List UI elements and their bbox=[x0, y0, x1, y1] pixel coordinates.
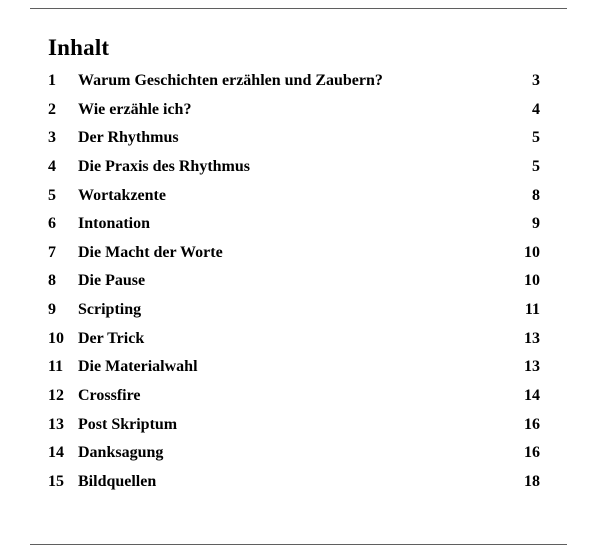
entry-number: 9 bbox=[48, 301, 56, 319]
entry-number: 14 bbox=[48, 444, 64, 462]
toc-entry bbox=[48, 244, 540, 273]
entry-title: Der Trick bbox=[78, 329, 145, 347]
toc-list bbox=[48, 72, 540, 502]
toc-entry bbox=[48, 301, 540, 330]
entry-page: 3 bbox=[532, 72, 540, 89]
entry-title: Die Praxis des Rhythmus bbox=[78, 157, 251, 175]
entry-title: Bildquellen bbox=[78, 472, 157, 490]
toc-entry bbox=[48, 358, 540, 387]
entry-title: Scripting bbox=[78, 301, 142, 319]
entry-number: 5 bbox=[48, 186, 56, 204]
entry-page: 5 bbox=[532, 157, 540, 175]
entry-page: 4 bbox=[532, 100, 540, 118]
entry-title: Wortakzente bbox=[78, 186, 166, 204]
toc-entry bbox=[48, 129, 540, 158]
toc-entry bbox=[48, 158, 540, 187]
entry-page: 13 bbox=[524, 329, 540, 347]
entry-number: 2 bbox=[48, 100, 56, 118]
entry-number: 4 bbox=[48, 157, 56, 175]
entry-title: Der Rhythmus bbox=[78, 129, 179, 147]
entry-title: Die Pause bbox=[78, 272, 146, 290]
toc-entry bbox=[48, 72, 540, 101]
entry-number: 12 bbox=[48, 387, 64, 405]
entry-title: Die Macht der Worte bbox=[78, 243, 223, 261]
entry-page: 14 bbox=[524, 387, 540, 405]
entry-number: 15 bbox=[48, 472, 64, 490]
entry-number: 13 bbox=[48, 415, 64, 433]
toc-entry bbox=[48, 272, 540, 301]
top-rule bbox=[30, 8, 567, 9]
entry-title: Wie erzähle ich? bbox=[78, 100, 192, 118]
entry-number: 11 bbox=[48, 358, 64, 376]
entry-number: 1 bbox=[48, 72, 56, 89]
entry-number: 10 bbox=[48, 329, 64, 347]
entry-title: Warum Geschichten erzählen und Zaubern? bbox=[78, 72, 383, 89]
entry-number: 3 bbox=[48, 129, 56, 147]
toc-entry bbox=[48, 215, 540, 244]
entry-page: 16 bbox=[524, 415, 540, 433]
entry-page: 18 bbox=[524, 472, 540, 490]
toc-entry bbox=[48, 416, 540, 445]
toc-entry bbox=[48, 187, 540, 216]
page-title: Inhalt bbox=[48, 35, 110, 60]
entry-page: 9 bbox=[532, 215, 540, 233]
toc-entry bbox=[48, 387, 540, 416]
entry-number: 8 bbox=[48, 272, 56, 290]
toc-entry bbox=[48, 101, 540, 130]
toc-entry bbox=[48, 473, 540, 502]
entry-page: 13 bbox=[524, 358, 540, 376]
entry-page: 8 bbox=[532, 186, 540, 204]
bottom-rule bbox=[30, 544, 567, 545]
toc-entry bbox=[48, 444, 540, 473]
entry-title: Danksagung bbox=[78, 444, 164, 462]
toc-entry bbox=[48, 330, 540, 359]
entry-page: 16 bbox=[524, 444, 540, 462]
entry-number: 7 bbox=[48, 243, 56, 261]
entry-number: 6 bbox=[48, 215, 56, 233]
entry-page: 10 bbox=[524, 272, 540, 290]
entry-title: Die Materialwahl bbox=[78, 358, 198, 376]
entry-page: 10 bbox=[524, 243, 540, 261]
entry-page: 11 bbox=[524, 301, 540, 319]
entry-page: 5 bbox=[532, 129, 540, 147]
entry-title: Crossfire bbox=[78, 387, 141, 405]
entry-title: Intonation bbox=[78, 215, 151, 233]
entry-title: Post Skriptum bbox=[78, 415, 178, 433]
